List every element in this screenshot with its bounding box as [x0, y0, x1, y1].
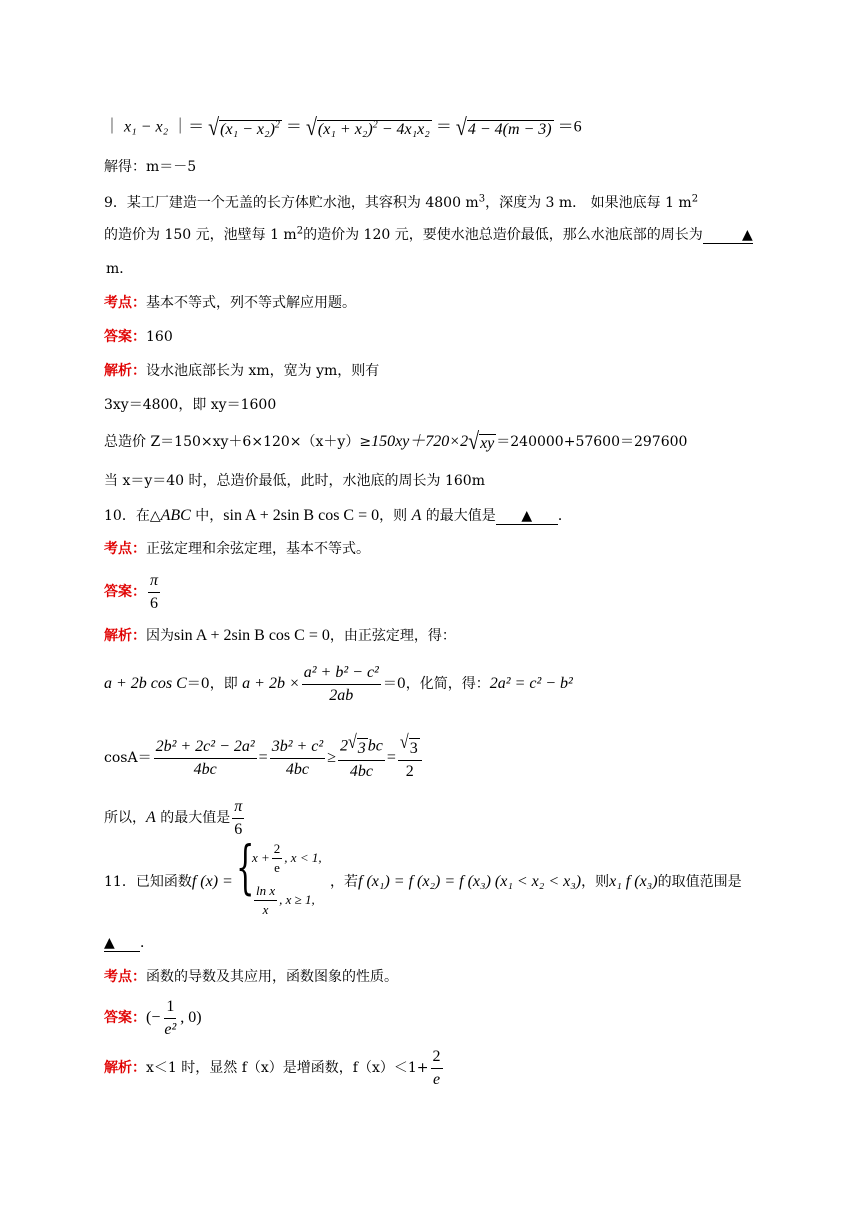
sqrt-body: xy	[480, 435, 495, 452]
label: 考点：	[104, 969, 146, 985]
fraction	[431, 1048, 443, 1088]
num: π	[232, 798, 244, 819]
answer-blank	[703, 228, 753, 244]
label: 答案：	[104, 1010, 146, 1027]
expr: x₁ − x₂	[124, 118, 169, 136]
q10-conclusion	[104, 798, 246, 838]
text: ，则	[581, 874, 610, 890]
math: (−	[146, 1009, 161, 1027]
den: 2	[405, 762, 414, 780]
ge: ≥	[327, 749, 336, 767]
den: 6	[234, 820, 243, 838]
math: a + 2b cos C	[104, 675, 187, 693]
text: x +	[252, 849, 270, 865]
q9-answer	[104, 330, 173, 344]
num-a: 2	[339, 737, 348, 755]
q9-jiexi	[104, 364, 379, 378]
q9-line1b-text: ，深度为 3 m． 如果池底每 1 m	[485, 195, 692, 211]
sqrt-2: √ $(x_1 + x_2)^2 - 4x_1x_2$	[305, 114, 430, 142]
sup: 2	[691, 193, 699, 205]
eq: =	[386, 749, 396, 767]
answer-blank	[104, 936, 140, 952]
text: 基本不等式，列不等式解应用题。	[146, 295, 356, 311]
math: 150xy＋720×2	[371, 433, 469, 450]
den: e	[432, 1070, 441, 1088]
fraction	[154, 738, 257, 778]
text: ＝240000+57600＝297600	[496, 434, 688, 450]
sqrt-3-body: 4 − 4(m − 3)	[467, 121, 552, 138]
eq: ＝	[285, 118, 302, 136]
fraction: 2 √ 3 bc 4bc	[339, 732, 383, 780]
sup: 2	[274, 119, 280, 131]
triangle-icon: ▲	[521, 508, 533, 524]
sqrt-xy: √ xy	[468, 428, 495, 456]
num: a² + b² − c²	[302, 664, 381, 685]
text: 中，	[190, 508, 224, 524]
text: cosA＝	[104, 750, 152, 767]
q10-jx3	[104, 732, 424, 780]
label: 解析：	[104, 363, 146, 379]
q11-stem-tail	[330, 874, 742, 890]
q9-jx3	[104, 428, 688, 456]
q9-line1-text: 9．某工厂建造一个无盖的长方体贮水池，其容积为 4800 m	[104, 195, 479, 211]
text: ，由正弦定理，得：	[329, 628, 456, 644]
sup: 3	[478, 193, 486, 205]
text: ．	[557, 508, 572, 524]
q11-blank-line	[104, 936, 154, 952]
sqrt-2-rest: − 4x₁x₂	[377, 121, 430, 138]
label: 答案：	[104, 329, 146, 345]
text: 的取值范围是	[657, 874, 742, 890]
sqrt-1: √ $(x_1 - x_2)^2$	[208, 114, 280, 142]
q9-jx4: 当 x＝y＝40 时，总造价最低，此时，水池底的周长为 160m	[104, 473, 485, 489]
label: 答案：	[104, 584, 146, 601]
answer-fraction	[148, 572, 160, 612]
eq: ＝	[435, 118, 452, 136]
text: 因为	[146, 628, 174, 644]
text: x＜1 时，显然 f（x）是增函数，f（x）＜1+	[146, 1060, 429, 1077]
math: a + 2b ×	[242, 675, 300, 693]
solve-m: 解得：m＝－5	[104, 159, 197, 175]
sqrt-1-body: (x₁ − x₂)	[220, 121, 275, 138]
q10-jx2	[104, 664, 573, 704]
sqrt-2-body: (x₁ + x₂)	[317, 121, 373, 138]
eq: =	[258, 749, 268, 767]
fraction: √ 3 2	[398, 736, 422, 780]
math: A	[146, 809, 156, 827]
num: 2	[272, 842, 283, 859]
q10-answer	[104, 572, 162, 612]
sqrt-3: √ 4 − 4(m − 3)	[455, 114, 552, 142]
q9-line2a-text: 的造价为 150 元，池壁每 1 m	[104, 227, 297, 243]
top-equation	[104, 114, 582, 142]
num: 3b² + c²	[270, 738, 326, 759]
den: e	[274, 860, 280, 876]
den: 4bc	[193, 760, 217, 778]
text: ．	[140, 935, 154, 951]
num: π	[148, 572, 160, 593]
text: 设水池底部长为 xm，宽为 ym，则有	[146, 363, 380, 379]
q11-jiexi	[104, 1048, 445, 1088]
triangle-icon: ▲	[741, 227, 753, 243]
q9-line2b-text: 的造价为 120 元，要使水池总造价最低，那么水池底部的周长为	[303, 227, 703, 243]
text: 函数的导数及其应用，函数图象的性质。	[146, 969, 398, 985]
num-c: bc	[367, 737, 383, 755]
label: 解析：	[104, 1060, 146, 1077]
label: 解析：	[104, 628, 146, 644]
case-2	[252, 884, 315, 918]
piecewise-brace: {	[236, 833, 255, 901]
q11-answer	[104, 998, 202, 1038]
num-b: 3	[357, 740, 366, 757]
q9-kaodian	[104, 296, 356, 310]
math: f (x) =	[191, 873, 233, 890]
math: sin A + 2sin B cos C = 0	[174, 627, 330, 644]
text: 的最大值是	[155, 810, 231, 827]
q11-stem-head	[104, 874, 233, 890]
case-1	[252, 842, 322, 876]
num: 2b² + 2c² − 2a²	[154, 738, 257, 759]
q9-line3: m．	[106, 261, 134, 277]
text: 所以，	[104, 810, 146, 827]
math: x₁ f (x₃)	[609, 873, 658, 890]
abs-bar: ｜	[104, 118, 121, 136]
abs-bar-eq: ｜＝	[172, 118, 205, 136]
text: ，则	[379, 508, 412, 524]
text: 的最大值是	[421, 508, 496, 524]
q10-jx1	[104, 628, 456, 644]
triangle-icon: ▲	[104, 935, 115, 951]
num: 2	[431, 1048, 443, 1069]
num: 3	[409, 740, 418, 757]
math: A	[411, 507, 422, 524]
fraction	[162, 998, 178, 1038]
q9-jx2: 3xy＝4800，即 xy＝1600	[104, 397, 277, 413]
result: ＝6	[557, 118, 582, 136]
math: ABC	[160, 507, 191, 524]
sup: 2	[372, 119, 378, 131]
den: e²	[164, 1020, 177, 1038]
answer-blank	[496, 509, 558, 525]
den: 4bc	[285, 760, 309, 778]
den: 6	[150, 594, 158, 612]
text: 正弦定理和余弦定理，基本不等式。	[146, 541, 370, 557]
text: , x < 1,	[284, 849, 322, 865]
den: 4bc	[349, 762, 373, 780]
text: ＝0，化简，得：	[382, 676, 490, 693]
text: 11．已知函数	[104, 874, 192, 890]
text: ，若	[330, 874, 358, 890]
num: 1	[164, 998, 176, 1019]
text: 10．在△	[104, 508, 161, 524]
math: 2a² = c² − b²	[489, 675, 573, 693]
text: ＝0，即	[186, 676, 243, 693]
q11-kaodian	[104, 970, 398, 984]
q9-line1	[104, 193, 699, 211]
label: 考点：	[104, 295, 146, 311]
sup: 2	[296, 225, 304, 237]
fraction	[302, 664, 381, 704]
q10-kaodian	[104, 542, 370, 556]
q9-line2	[104, 225, 753, 244]
num: ln x	[254, 884, 277, 901]
label: 考点：	[104, 541, 146, 557]
math: , 0)	[180, 1009, 202, 1027]
math: f (x₁) = f (x₂) = f (x₃) (x₁ < x₂ < x₃)	[358, 873, 582, 890]
text: 总造价 Z＝150×xy＋6×120×（x＋y）≥	[104, 434, 372, 450]
fraction	[270, 738, 326, 778]
text: 160	[146, 329, 173, 345]
q10-stem	[104, 508, 572, 525]
math: sin A + 2sin B cos C = 0	[223, 507, 380, 524]
text: , x ≥ 1,	[279, 891, 315, 907]
den: x	[262, 902, 269, 918]
den: 2ab	[329, 686, 354, 704]
